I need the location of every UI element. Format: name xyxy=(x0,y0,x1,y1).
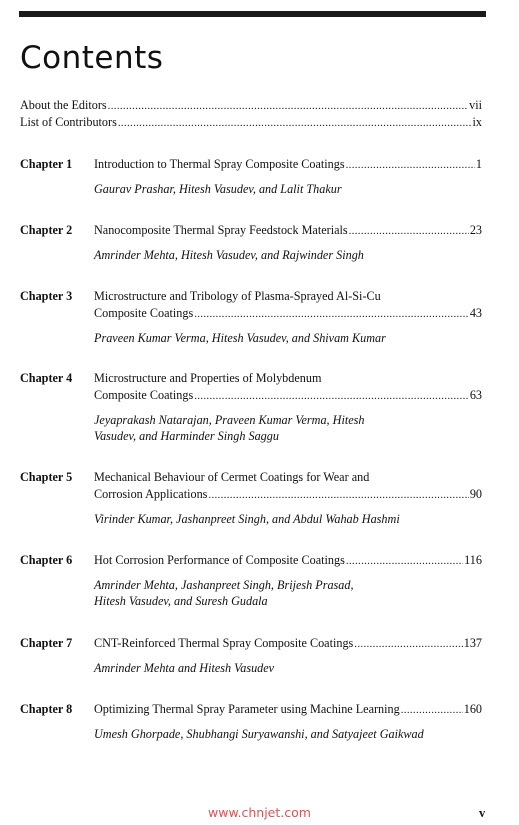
chapter-authors xyxy=(94,330,482,346)
page-title: Contents xyxy=(20,40,164,76)
chapter-authors xyxy=(94,726,482,742)
chapter-label: Chapter 1 xyxy=(20,157,73,171)
chapter-body xyxy=(94,552,482,609)
dot-leader xyxy=(194,388,469,405)
chapter-title-line: Microstructure and Properties of Molybdenum xyxy=(94,371,322,385)
dot-leader xyxy=(349,223,469,240)
chapter-title-text: CNT-Reinforced Thermal Spray Composite Coatings xyxy=(94,636,354,650)
chapter-title-line: Microstructure and Tribology of Plasma-Sprayed Al-Si-Cu xyxy=(94,289,381,303)
chapter-authors-line: Praveen Kumar Verma, Hitesh Vasudev, and Shivam Kumar xyxy=(94,330,386,345)
chapter-page-number: 90 xyxy=(469,486,482,501)
chapter-authors xyxy=(94,247,482,263)
watermark: www.chnjet.com xyxy=(208,805,311,820)
chapter-body xyxy=(94,370,482,444)
chapter-title-text: Hot Corrosion Performance of Composite Coatings xyxy=(94,553,345,567)
dot-leader xyxy=(194,306,469,323)
chapter-title xyxy=(94,486,482,504)
front-matter-label: About the Editors xyxy=(20,98,107,112)
front-matter-list xyxy=(20,97,482,130)
chapter-title xyxy=(94,387,482,405)
chapter-title-text: Nanocomposite Thermal Spray Feedstock Materials xyxy=(94,223,348,237)
chapter-title xyxy=(94,701,482,719)
chapter-authors-line: Amrinder Mehta, Jashanpreet Singh, Brijesh Prasad, xyxy=(94,578,354,592)
top-rule xyxy=(19,11,486,17)
chapter-title xyxy=(94,156,482,174)
chapter-authors-line: Amrinder Mehta and Hitesh Vasudev xyxy=(94,661,275,675)
chapter-authors xyxy=(94,412,482,444)
chapter-title xyxy=(94,635,482,653)
chapter-authors-line: Hitesh Vasudev, and Suresh Gudala xyxy=(94,594,268,609)
dot-leader xyxy=(208,487,468,504)
chapter-title xyxy=(94,552,482,570)
chapter-title xyxy=(94,222,482,240)
chapter-body xyxy=(94,222,482,263)
chapter-body xyxy=(94,156,482,197)
chapter-title-text: Corrosion Applications xyxy=(94,486,208,501)
chapter-title-line: Mechanical Behaviour of Cermet Coatings for Wear and xyxy=(94,470,370,484)
chapter-authors xyxy=(94,577,482,609)
chapter-page-number: 63 xyxy=(469,387,482,402)
chapter-label: Chapter 7 xyxy=(20,636,73,650)
chapter-page-number: 23 xyxy=(469,223,482,237)
chapter-authors-line: Vasudev, and Harminder Singh Saggu xyxy=(94,428,279,443)
chapter-body xyxy=(94,701,482,742)
chapter-page-number: 160 xyxy=(463,702,482,716)
dot-leader xyxy=(354,636,462,653)
chapter-authors-line: Virinder Kumar, Jashanpreet Singh, and Abdul Wahab Hashmi xyxy=(94,511,400,526)
chapter-label: Chapter 5 xyxy=(20,470,73,484)
chapter-body xyxy=(94,288,482,346)
chapter-authors-line: Gaurav Prashar, Hitesh Vasudev, and Lalit Thakur xyxy=(94,182,342,196)
dot-leader xyxy=(346,157,475,174)
chapter-label: Chapter 6 xyxy=(20,553,73,567)
chapter-label: Chapter 2 xyxy=(20,223,73,237)
front-matter-page: vii xyxy=(469,98,482,112)
chapter-label: Chapter 8 xyxy=(20,702,73,716)
chapter-label: Chapter 3 xyxy=(20,289,73,303)
chapter-page-number: 43 xyxy=(469,305,482,320)
chapter-body xyxy=(94,635,482,676)
front-matter-entry-contributors[interactable] xyxy=(20,114,482,131)
dot-leader xyxy=(401,702,463,719)
chapter-authors xyxy=(94,511,482,527)
chapter-label: Chapter 4 xyxy=(20,371,73,385)
chapter-page-number: 116 xyxy=(464,553,482,567)
chapter-title-text: Composite Coatings xyxy=(94,387,194,402)
front-matter-entry-editors[interactable] xyxy=(20,97,482,114)
chapter-title xyxy=(94,305,482,323)
chapter-authors xyxy=(94,181,482,197)
chapter-authors xyxy=(94,660,482,676)
front-matter-page: ix xyxy=(472,114,482,129)
chapter-body xyxy=(94,469,482,527)
chapter-authors-line: Jeyaprakash Natarajan, Praveen Kumar Verma, Hitesh xyxy=(94,412,365,427)
dot-leader xyxy=(108,98,468,115)
front-matter-label: List of Contributors xyxy=(20,114,117,129)
chapter-authors-line: Amrinder Mehta, Hitesh Vasudev, and Rajwinder Singh xyxy=(94,248,364,262)
chapter-title-text: Optimizing Thermal Spray Parameter using Machine Learning xyxy=(94,702,400,716)
chapter-authors-line: Umesh Ghorpade, Shubhangi Suryawanshi, and Satyajeet Gaikwad xyxy=(94,727,424,741)
dot-leader xyxy=(118,115,472,132)
chapter-page-number: 137 xyxy=(463,636,482,650)
page-number: v xyxy=(479,806,486,820)
chapter-title-text: Introduction to Thermal Spray Composite Coatings xyxy=(94,157,345,171)
chapter-page-number: 1 xyxy=(475,157,482,171)
dot-leader xyxy=(346,553,463,570)
chapter-title-text: Composite Coatings xyxy=(94,305,194,320)
